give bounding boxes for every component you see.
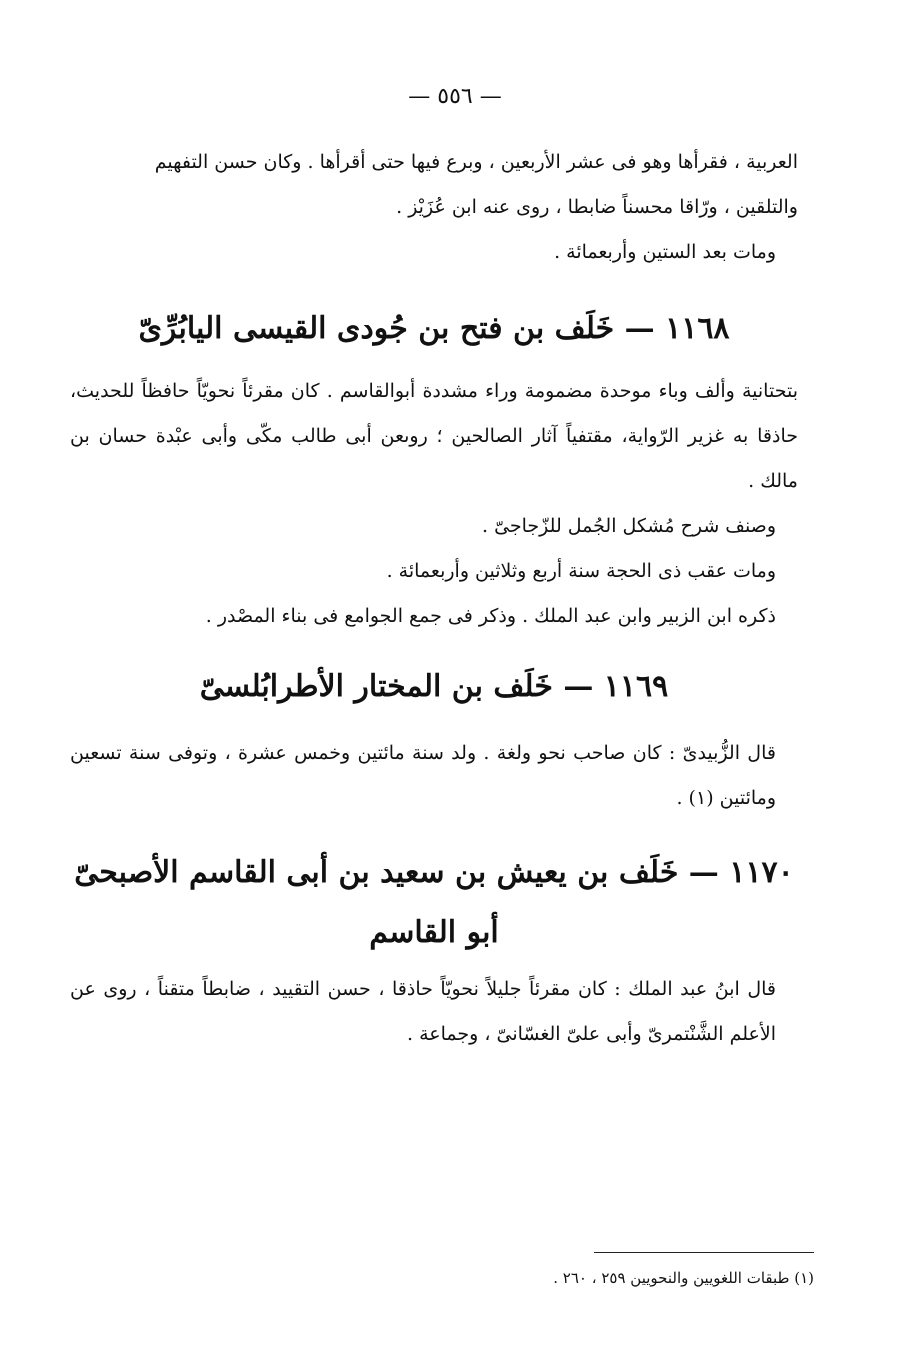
- page-number: — ٥٥٦ —: [408, 84, 502, 109]
- entry-paragraph: ومات عقب ذى الحجة سنة أربع وثلاثين وأربعمائة .: [386, 560, 776, 582]
- intro-line-3: ومات بعد الستين وأربعمائة .: [554, 241, 776, 263]
- entry-paragraph: بتحتانية وألف وباء موحدة مضمومة وراء مشددة أبوالقاسم . كان مقرئاً نحويّاً حافظاً للحديث، حاذقا به غزير الرّواية، مقتفياً آثار الصالحين ؛ روىعن أبى طالب مكّى وأبى عبْدة حسان بن مالك .: [70, 380, 798, 492]
- footnote-area: [553, 1252, 814, 1291]
- intro-line-1: العربية ، فقرأها وهو فى عشر الأربعين ، وبرع فيها حتى أقرأها . وكان حسن التفهيم: [154, 151, 798, 173]
- entry-heading: ١١٦٨ — خَلَف بن فتح بن جُودى القيسى اليابُرِّىّ: [138, 311, 730, 346]
- footnote-divider: [594, 1252, 814, 1253]
- entry-1169: [70, 657, 798, 821]
- footnote: (١) طبقات اللغويين والنحويين ٢٥٩ ، ٢٦٠ .: [553, 1269, 814, 1287]
- entry-paragraph: وصنف شرح مُشكل الجُمل للزّجاجىّ .: [481, 515, 776, 537]
- entry-paragraph: قال ابنُ عبد الملك : كان مقرئاً جليلاً نحويّاً حاذقا ، حسن التقييد ، ضابطاً متقناً ، روى عن الأعلم الشَّنْتمرىّ وأبى علىّ الغسّانىّ ، وجماعة .: [70, 978, 776, 1045]
- entry-1168: [70, 299, 798, 639]
- entry-heading: ١١٧٠ — خَلَف بن يعيش بن سعيد بن أبى القاسم الأصبحىّ أبو القاسم: [74, 855, 794, 950]
- entry-heading: ١١٦٩ — خَلَف بن المختار الأطرابُلسىّ: [199, 669, 669, 704]
- page-body: [70, 140, 798, 1057]
- intro-line-2: والتلقين ، ورّاقا محسناً ضابطا ، روى عنه ابن عُزَيْز .: [396, 196, 798, 218]
- entry-1170: [70, 843, 798, 1057]
- entry-paragraph: قال الزُّبيدىّ : كان صاحب نحو ولغة . ولد سنة مائتين وخمس عشرة ، وتوفى سنة تسعين ومائتين (١) .: [70, 742, 776, 809]
- entry-paragraph: ذكره ابن الزبير وابن عبد الملك . وذكر فى جمع الجوامع فى بناء المصْدر .: [205, 605, 776, 627]
